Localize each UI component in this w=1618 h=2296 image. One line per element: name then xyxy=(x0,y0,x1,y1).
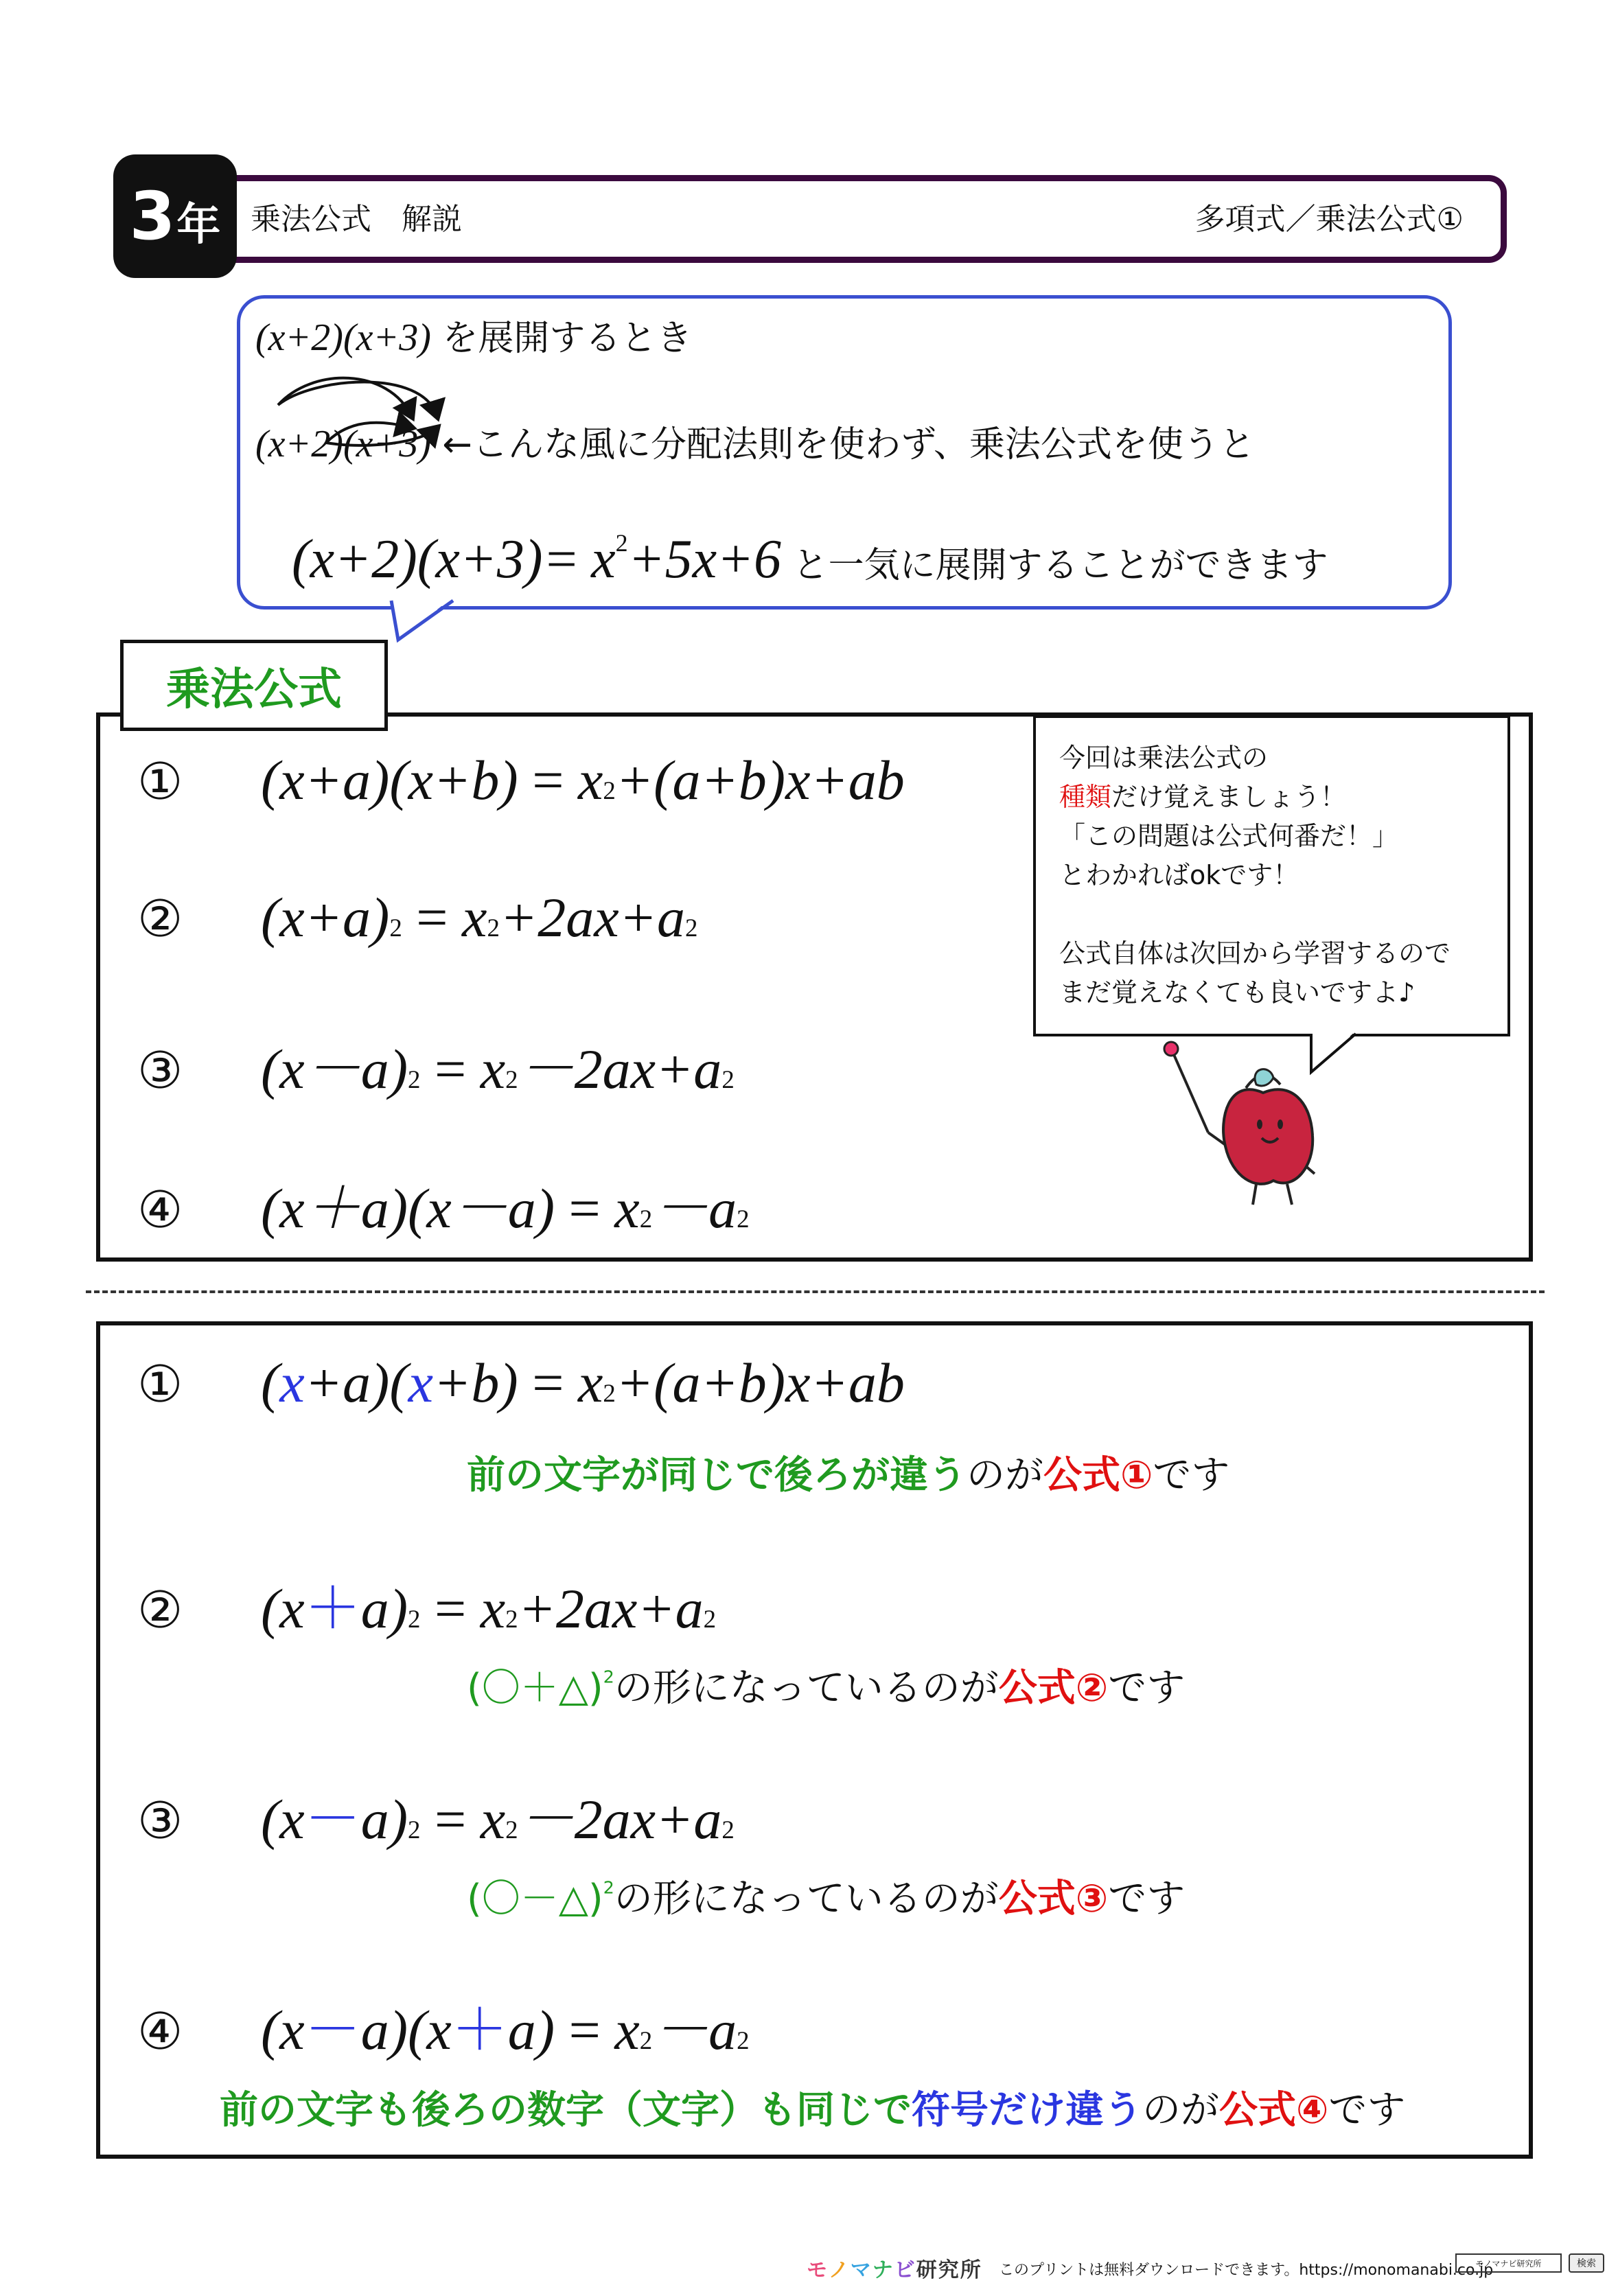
bubble-expr-1: (x+2)(x+3) xyxy=(255,316,431,359)
explanation-text-1: 前の文字が同じで後ろが違うのが公式①です xyxy=(467,1453,1230,1498)
explanation-formula-3: ③ (x － a) 2 = x 2 －2ax+a 2 xyxy=(137,1788,735,1851)
search-input[interactable]: モノマナビ研究所 xyxy=(1455,2253,1562,2273)
page-title: 乗法公式 解説 xyxy=(251,202,462,237)
formula-row-4: ④ (x＋a)(x－a) = x 2 －a 2 xyxy=(137,1177,750,1240)
search-button[interactable]: 検索 xyxy=(1569,2253,1604,2273)
bubble-line-1-text: を展開するとき xyxy=(442,318,693,359)
bubble-line-1 xyxy=(255,309,692,360)
grade-kanji: 年 xyxy=(176,200,221,251)
explanation-text-4: 前の文字も後ろの数字（文字）も同じで符号だけ違うのが公式④です xyxy=(220,2088,1406,2133)
tip-note: 今回は乗法公式の 種類だけ覚えましょう！ 「この問題は公式何番だ！」 とわかればokです！ 公式自体は次回から学習するので まだ覚えなくても良いですよ♪ xyxy=(1033,715,1510,1036)
formula-row-1: ① (x+a)(x+b) = x 2 +(a+b)x+ab xyxy=(137,749,905,811)
formula-row-2: ② (x+a) 2 = x 2 +2ax+a 2 xyxy=(137,886,698,949)
formula-tab-label: 乗法公式 xyxy=(120,640,388,731)
explanation-formula-2: ② (x ＋ a) 2 = x 2 +2ax+a 2 xyxy=(137,1577,717,1640)
bubble-equation-rhs: $x^2+5x+6$ xyxy=(591,529,782,590)
explanation-formula-1: ① ( x +a)( x +b) = x 2 +(a+b)x+ab xyxy=(137,1352,905,1414)
bubble-tail xyxy=(384,597,467,645)
bubble-line-3 xyxy=(292,529,1328,591)
bubble-line-2 xyxy=(255,415,1255,467)
grade-number: 3 xyxy=(129,178,176,255)
footer-brand-logo: モノマナビ研究所 xyxy=(807,2258,982,2282)
explanation-text-3: (〇－△)$^2$の形になっているのが公式③です xyxy=(467,1877,1186,1921)
bubble-line-2-text: ←こんな風に分配法則を使わず、乗法公式を使うと xyxy=(442,424,1255,465)
footer-text: このプリントは無料ダウンロードできます。https://monomanabi.co.jp xyxy=(999,2262,1494,2279)
apple-mascot-icon xyxy=(1160,1036,1339,1222)
explanation-formula-4: ④ (x － a)(x ＋ a) = x 2 －a 2 xyxy=(137,1999,750,2061)
grade-badge xyxy=(113,154,237,278)
highlight-kinds: 種類 xyxy=(1059,782,1112,812)
bubble-equation-lhs: (x+2)(x+3)= xyxy=(292,529,580,590)
bubble-expr-2: (x+2)(x+3) xyxy=(255,423,431,465)
bubble-line-3-text: と一気に展開することができます xyxy=(792,545,1328,586)
section-divider xyxy=(86,1290,1545,1293)
formula-row-3: ③ (x－a) 2 = x 2 －2ax+a 2 xyxy=(137,1038,735,1100)
unit-label: 多項式／乗法公式① xyxy=(1194,202,1464,237)
explanation-text-2: (〇＋△)$^2$の形になっているのが公式②です xyxy=(467,1666,1186,1711)
